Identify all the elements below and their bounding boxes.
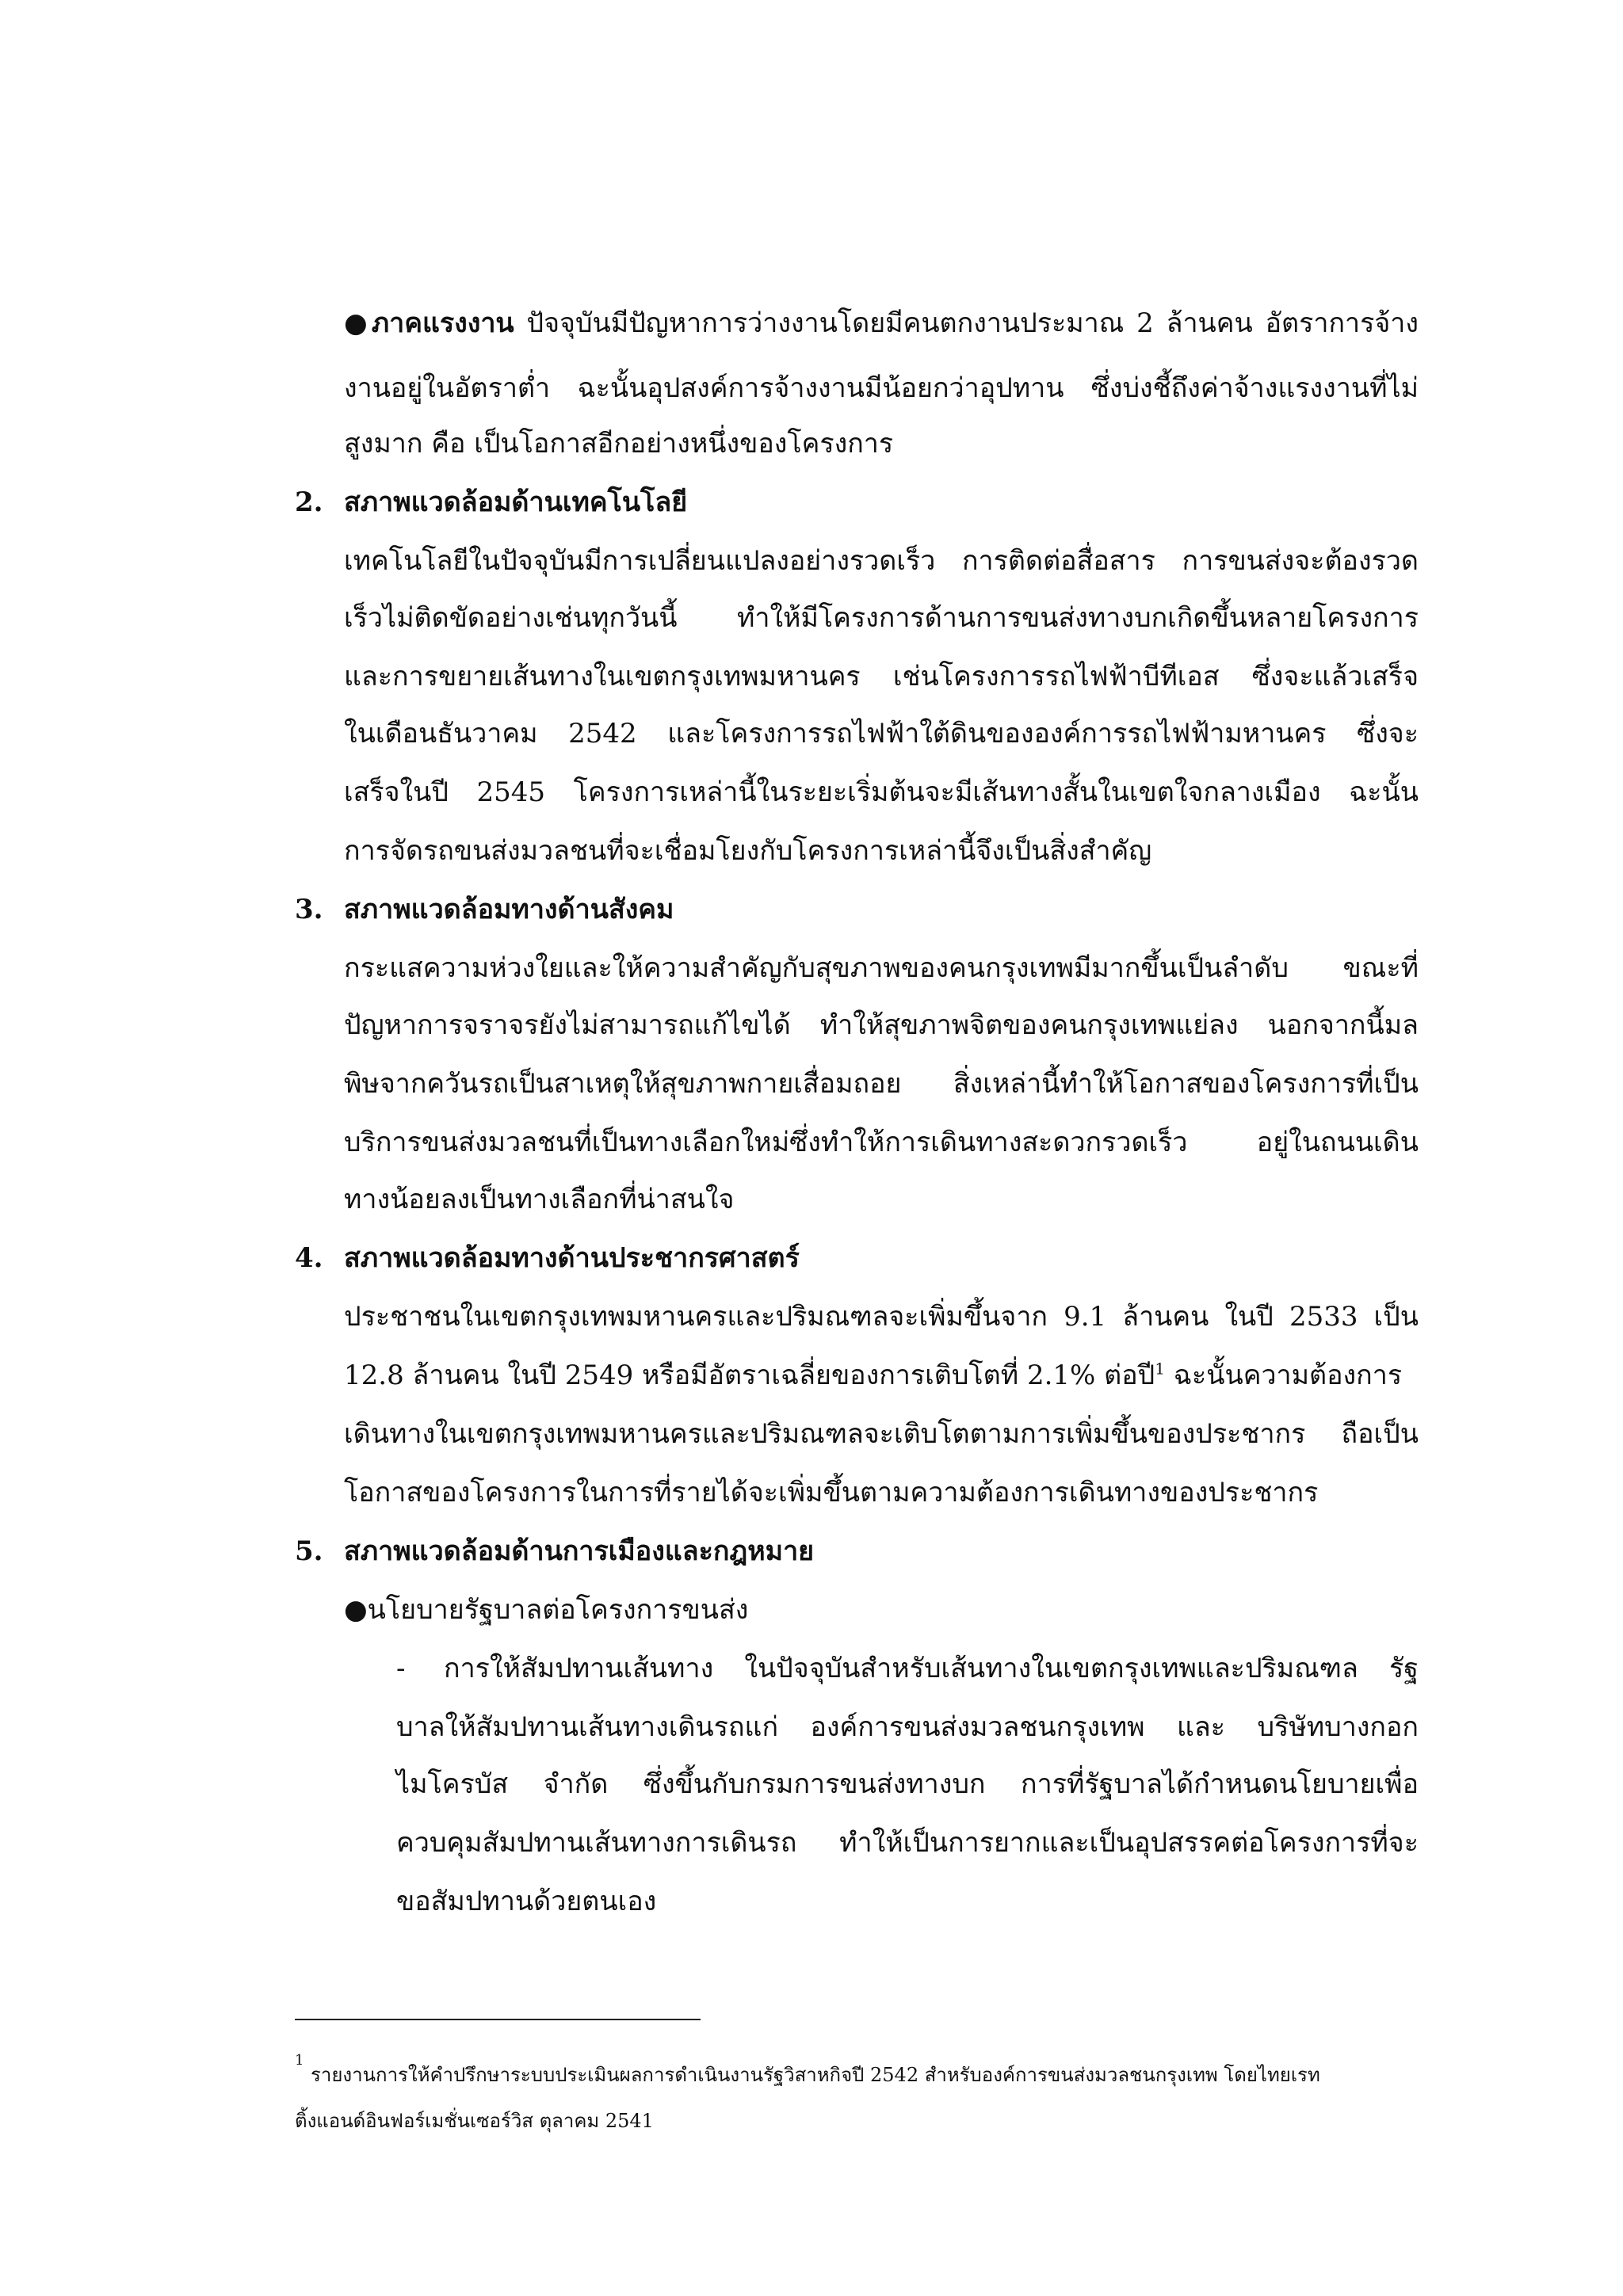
bullet-icon: ● bbox=[344, 307, 372, 339]
section-2-number: 2. bbox=[295, 486, 323, 518]
section-4-line: โอกาสของโครงการในการที่รายได้จะเพิ่มขึ้นตามความต้องการเดินทางของประชากร bbox=[344, 1477, 1319, 1508]
section-2-heading: สภาพแวดล้อมด้านเทคโนโลยี bbox=[344, 486, 688, 518]
footnote-line-1: รายงานการให้คำปรึกษาระบบประเมินผลการดำเนินงานรัฐวิสาหกิจปี 2542 สำหรับองค์การขนส่งมวลชนกรุงเทพ โดยไทยเรท bbox=[311, 2064, 1320, 2086]
dash-marker: - bbox=[396, 1653, 406, 1684]
labor-paragraph-line-2: งานอยู่ในอัตราต่ำ ฉะนั้นอุปสงค์การจ้างงานมีน้อยกว่าอุปทาน ซึ่งบ่งชี้ถึงค่าจ้างแรงงานที่ไม่ bbox=[344, 372, 1419, 404]
labor-title: ภาคแรงงาน bbox=[371, 307, 514, 339]
section-5-line: ขอสัมปทานด้วยตนเอง bbox=[396, 1886, 657, 1917]
section-2-line: และการขยายเส้นทางในเขตกรุงเทพมหานคร เช่นโครงการรถไฟฟ้าบีทีเอส ซึ่งจะแล้วเสร็จ bbox=[344, 661, 1419, 692]
footnote-line-2: ติ้งแอนด์อินฟอร์เมชั่นเซอร์วิส ตุลาคม 2541 bbox=[295, 2110, 654, 2132]
section-2-line: การจัดรถขนส่งมวลชนที่จะเชื่อมโยงกับโครงการเหล่านี้จึงเป็นสิ่งสำคัญ bbox=[344, 835, 1152, 867]
footnote-number: 1 bbox=[295, 2052, 304, 2069]
footnote-divider bbox=[295, 2019, 701, 2020]
bullet-icon: ● bbox=[344, 1594, 368, 1626]
section-5-line: ไมโครบัส จำกัด ซึ่งขึ้นกับกรมการขนส่งทางบก การที่รัฐบาลได้กำหนดนโยบายเพื่อ bbox=[396, 1768, 1419, 1800]
section-5-subheading: ●นโยบายรัฐบาลต่อโครงการขนส่ง bbox=[344, 1594, 749, 1626]
labor-paragraph-line-1: ●ภาคแรงงาน ปัจจุบันมีปัญหาการว่างงานโดยมีคนตกงานประมาณ 2 ล้านคน อัตราการจ้าง bbox=[344, 307, 1419, 339]
section-4-line: 12.8 ล้านคน ในปี 2549 หรือมีอัตราเฉลี่ยของการเติบโตที่ 2.1% ต่อปี$^1$ ฉะนั้นความต้องการ bbox=[344, 1359, 1403, 1391]
section-5-line: บาลให้สัมปทานเส้นทางเดินรถแก่ องค์การขนส่งมวลชนกรุงเทพ และ บริษัทบางกอก bbox=[396, 1711, 1419, 1743]
section-4-line: เดินทางในเขตกรุงเทพมหานครและปริมณฑลจะเติบโตตามการเพิ่มขึ้นของประชากร ถือเป็น bbox=[344, 1418, 1419, 1450]
section-5-line: การให้สัมปทานเส้นทาง ในปัจจุบันสำหรับเส้นทางในเขตกรุงเทพและปริมณฑล รัฐ bbox=[444, 1653, 1419, 1684]
section-4-number: 4. bbox=[295, 1242, 323, 1274]
section-3-line: ทางน้อยลงเป็นทางเลือกที่น่าสนใจ bbox=[344, 1184, 735, 1215]
labor-paragraph-line-3: สูงมาก คือ เป็นโอกาสอีกอย่างหนึ่งของโครงการ bbox=[344, 428, 894, 460]
section-3-heading: สภาพแวดล้อมทางด้านสังคม bbox=[344, 894, 674, 925]
section-2-line: ในเดือนธันวาคม 2542 และโครงการรถไฟฟ้าใต้ดินขององค์การรถไฟฟ้ามหานคร ซึ่งจะ bbox=[344, 718, 1419, 749]
section-5-heading: สภาพแวดล้อมด้านการเมืองและกฎหมาย bbox=[344, 1535, 815, 1567]
section-5-number: 5. bbox=[295, 1535, 323, 1567]
section-3-line: ปัญหาการจราจรยังไม่สามารถแก้ไขได้ ทำให้สุขภาพจิตของคนกรุงเทพแย่ลง นอกจากนี้มล bbox=[344, 1009, 1419, 1041]
section-3-line: กระแสความห่วงใยและให้ความสำคัญกับสุขภาพของคนกรุงเทพมีมากขึ้นเป็นลำดับ ขณะที่ bbox=[344, 952, 1419, 984]
footnote-reference: 1 bbox=[1155, 1359, 1165, 1379]
section-4-heading: สภาพแวดล้อมทางด้านประชากรศาสตร์ bbox=[344, 1242, 800, 1274]
section-5-line: ควบคุมสัมปทานเส้นทางการเดินรถ ทำให้เป็นการยากและเป็นอุปสรรคต่อโครงการที่จะ bbox=[396, 1827, 1419, 1859]
section-2-line: เสร็จในปี 2545 โครงการเหล่านี้ในระยะเริ่มต้นจะมีเส้นทางสั้นในเขตใจกลางเมือง ฉะนั้น bbox=[344, 776, 1419, 808]
section-3-line: พิษจากควันรถเป็นสาเหตุให้สุขภาพกายเสื่อมถอย สิ่งเหล่านี้ทำให้โอกาสของโครงการที่เป็น bbox=[344, 1068, 1419, 1100]
section-3-line: บริการขนส่งมวลชนที่เป็นทางเลือกใหม่ซึ่งทำให้การเดินทางสะดวกรวดเร็ว อยู่ในถนนเดิน bbox=[344, 1127, 1419, 1158]
section-3-number: 3. bbox=[295, 894, 323, 925]
section-4-line: ประชาชนในเขตกรุงเทพมหานครและปริมณฑลจะเพิ่มขึ้นจาก 9.1 ล้านคน ในปี 2533 เป็น bbox=[344, 1301, 1419, 1333]
section-2-line: เร็วไม่ติดขัดอย่างเช่นทุกวันนี้ ทำให้มีโครงการด้านการขนส่งทางบกเกิดขึ้นหลายโครงการ bbox=[344, 602, 1419, 634]
section-2-line: เทคโนโลยีในปัจจุบันมีการเปลี่ยนแปลงอย่างรวดเร็ว การติดต่อสื่อสาร การขนส่งจะต้องรวด bbox=[344, 545, 1419, 577]
